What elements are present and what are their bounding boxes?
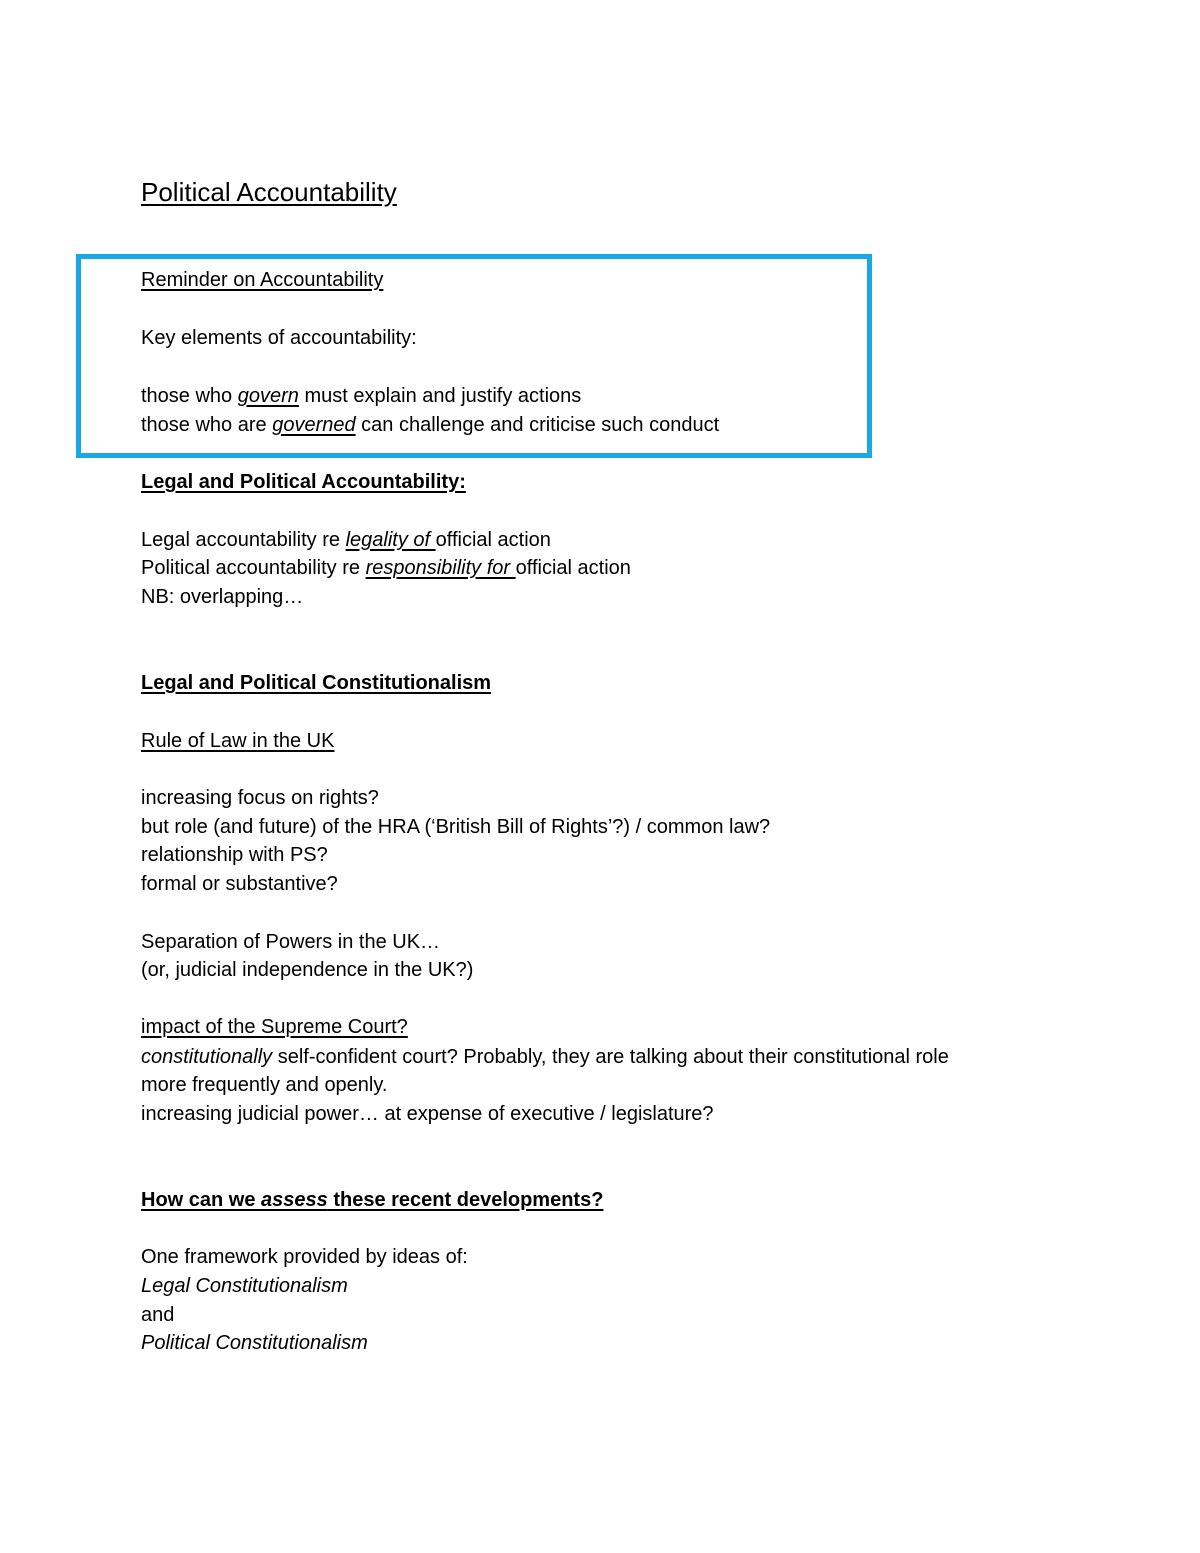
framework-line: One framework provided by ideas of: [141,1246,468,1268]
supreme-court-line [141,1045,949,1069]
legality-term: legality of [345,529,436,551]
governed-term: governed [272,414,356,436]
govern-term: govern [237,385,299,407]
rule-of-law-heading: Rule of Law in the UK [141,730,335,752]
judicial-independence-line: (or, judicial independence in the UK?) [141,959,474,981]
rule-of-law-item: but role (and future) of the HRA (‘British Bill of Rights’?) / common law? [141,816,771,838]
nb-overlapping: NB: overlapping… [141,586,304,608]
govern-line [141,384,581,408]
constitutionally-term: constitutionally [141,1046,273,1068]
rule-of-law-item: relationship with PS? [141,844,328,866]
supreme-court-heading: impact of the Supreme Court? [141,1016,408,1038]
political-accountability-line [141,556,631,580]
separation-of-powers-line: Separation of Powers in the UK… [141,931,441,953]
political-accountability-pre: Political accountability re [141,557,366,579]
responsibility-term: responsibility for [365,557,516,579]
and-text: and [141,1304,175,1326]
document-title: Political Accountability [141,177,397,207]
rule-of-law-item: increasing focus on rights? [141,787,379,809]
govern-line-pre: those who [141,385,238,407]
legal-accountability-pre: Legal accountability re [141,529,346,551]
governed-line [141,413,719,437]
governed-line-post: can challenge and criticise such conduct [355,414,720,436]
legal-constitutionalism-term: Legal Constitutionalism [141,1275,348,1297]
legal-accountability-line [141,528,551,552]
govern-line-post: must explain and justify actions [298,385,582,407]
judicial-power-line: increasing judicial power… at expense of executive / legislature? [141,1103,714,1125]
legal-accountability-post: official action [435,529,551,551]
key-elements-text: Key elements of accountability: [141,327,417,349]
governed-line-pre: those who are [141,414,273,436]
supreme-court-line-2: more frequently and openly. [141,1074,388,1096]
constitutionalism-heading: Legal and Political Constitutionalism [141,672,492,694]
rule-of-law-item: formal or substantive? [141,873,338,895]
political-accountability-post: official action [515,557,631,579]
legal-political-heading: Legal and Political Accountability: [141,471,466,493]
supreme-court-line-post: self-confident court? Probably, they are talking about their constitutional role [272,1046,949,1068]
political-constitutionalism-term: Political Constitutionalism [141,1332,368,1354]
assess-heading-pre: How can we [141,1189,262,1211]
assess-heading [141,1188,603,1212]
assess-heading-post: these recent developments? [327,1189,604,1211]
assess-term: assess [261,1189,328,1211]
reminder-heading: Reminder on Accountability [141,269,384,291]
